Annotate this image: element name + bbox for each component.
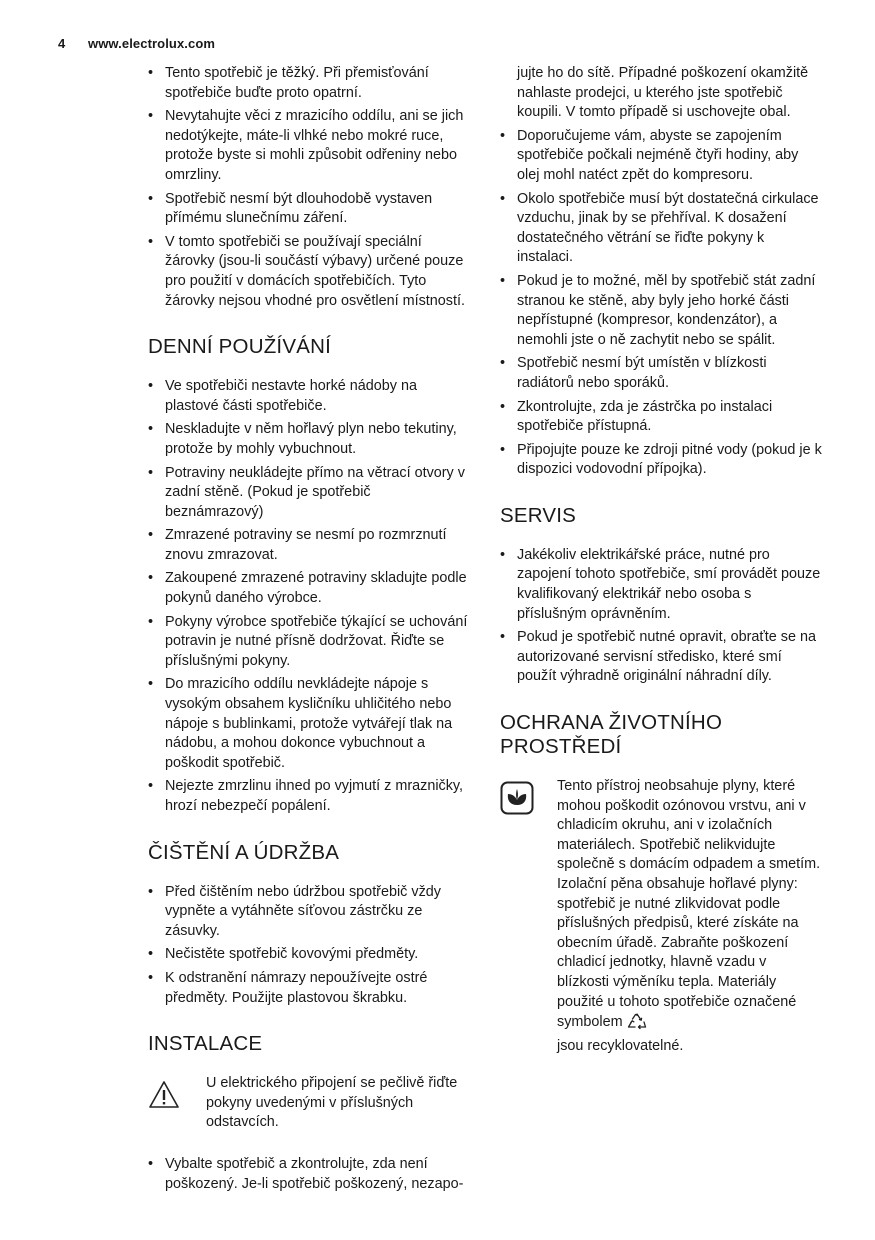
list-item: • Tento spotřebič je těžký. Při přemisťování spotřebiče buďte proto opatrní. [148, 64, 470, 103]
list-item: • Spotřebič nesmí být umístěn v blízkosti radiátorů nebo sporáků. [500, 354, 822, 393]
list-item: • Pokud je spotřebič nutné opravit, obraťte se na autorizované servisní středisko, které smí použít výhradně originální náhradní díly. [500, 628, 822, 687]
list-item: • V tomto spotřebiči se používají speciální žárovky (jsou-li součástí výbavy) určené pouze pro použití v domácích spotřebičích. Tyto žárovky nejsou vhodné pro osvětlení místností. [148, 233, 470, 311]
install-warning-text: U elektrického připojení se pečlivě řiďte pokyny uvedenými v příslušných odstavcích. [206, 1075, 458, 1131]
environment-icon [500, 781, 536, 820]
environment-note [500, 777, 822, 1056]
right-column [500, 64, 822, 1056]
recycle-icon [627, 1012, 647, 1037]
install-list [148, 1155, 470, 1194]
section-title-service: SERVIS [500, 503, 577, 527]
cleaning-list [148, 883, 470, 1009]
list-item: • Před čištěním nebo údržbou spotřebič vždy vypněte a vytáhněte síťovou zástrčku ze zásuvky. [148, 883, 470, 942]
list-item: • Zmrazené potraviny se nesmí po rozmrznutí znovu zmrazovat. [148, 526, 470, 565]
list-item: • Ve spotřebiči nestavte horké nádoby na plastové části spotřebiče. [148, 377, 470, 416]
left-column [148, 64, 470, 1198]
list-item: • Do mrazicího oddílu nevkládejte nápoje s vysokým obsahem kysličníku uhličitého nebo nápoje s bublinkami, protože vytvářejí tlak na nádobu, a mohou dokonce vybuchnout a poškodit spotřebič. [148, 675, 470, 773]
list-item: • Zkontrolujte, zda je zástrčka po instalaci spotřebiče přístupná. [500, 398, 822, 437]
list-item: • Nečistěte spotřebič kovovými předměty. [148, 945, 470, 965]
section-title-environment: OCHRANA ŽIVOTNÍHO PROSTŘEDÍ [500, 711, 723, 759]
list-item: • Nejezte zmrzlinu ihned po vyjmutí z mrazničky, hrozí nebezpečí popálení. [148, 777, 470, 816]
environment-text-end: jsou recyklovatelné. [557, 1037, 684, 1054]
list-item: • Pokyny výrobce spotřebiče týkající se uchování potravin je nutné přísně dodržovat. Řiďte se příslušnými pokyny. [148, 613, 470, 672]
list-item: • Neskladujte v něm hořlavý plyn nebo tekutiny, protože by mohly vybuchnout. [148, 420, 470, 459]
service-list [500, 546, 822, 687]
section-title-daily: DENNÍ POUŽÍVÁNÍ [148, 335, 331, 359]
site-url[interactable]: www.electrolux.com [88, 36, 216, 51]
list-item-continued: jujte ho do sítě. Případné poškození okamžitě nahlaste prodejci, u kterého jste spotřebič koupili. V tomto případě si uschovejte obal. [517, 65, 809, 121]
install-warning-note [148, 1074, 470, 1133]
list-item: • Jakékoliv elektrikářské práce, nutné pro zapojení tohoto spotřebiče, smí provádět pouze kvalifikovaný elektrikář nebo osoba s příslušným oprávněním. [500, 546, 822, 624]
list-item: • Pokud je to možné, měl by spotřebič stát zadní stranou ke stěně, aby byly jeho horké části nepřístupné (kompresor, kondenzátor), a nemohli jste o ně zachytit nebo se spálit. [500, 272, 822, 350]
list-item: • Nevytahujte věci z mrazicího oddílu, ani se jich nedotýkejte, máte-li vlhké nebo mokré ruce, protože byste si mohli způsobit odřeniny nebo omrzliny. [148, 107, 470, 185]
page-number: 4 [58, 36, 66, 51]
environment-text [557, 777, 822, 1056]
list-item: • Spotřebič nesmí být dlouhodobě vystaven přímému slunečnímu záření. [148, 190, 470, 229]
warning-icon [148, 1080, 184, 1115]
list-item: • Zakoupené zmrazené potraviny skladujte podle pokynů daného výrobce. [148, 569, 470, 608]
section-title-cleaning: ČIŠTĚNÍ A ÚDRŽBA [148, 840, 340, 864]
page-header [58, 36, 215, 51]
environment-text-body: Tento přístroj neobsahuje plyny, které mohou poškodit ozónovou vrstvu, ani v chladicím okruhu, ani v izolačních materiálech. Spotřebič nelikvidujte společně s domácím odpadem a smetím. Izolační pěna obsahuje hořlavé plyny: spotřebič je nutné zlikvidovat podle příslušných předpisů, které získáte na obecním úřadě. Zabraňte poškození chladicí jednotky, hlavně vzadu v blízkosti výměníku tepla. Materiály použité u tohoto spotřebiče označené symbolem [557, 778, 821, 1031]
list-item: • Vybalte spotřebič a zkontrolujte, zda není poškozený. Je-li spotřebič poškozený, nezapo- [148, 1155, 470, 1194]
install-list-continued [500, 64, 822, 480]
list-item: • Připojujte pouze ke zdroji pitné vody (pokud je k dispozici vodovodní přípojka). [500, 441, 822, 480]
list-item: • Okolo spotřebiče musí být dostatečná cirkulace vzduchu, jinak by se přehříval. K dosažení dostatečného větrání se řiďte pokyny k instalaci. [500, 190, 822, 268]
list-item: • Potraviny neukládejte přímo na větrací otvory v zadní stěně. (Pokud je spotřebič beznámrazový) [148, 464, 470, 523]
list-item: • Doporučujeme vám, abyste se zapojením spotřebiče počkali nejméně čtyři hodiny, aby olej mohl natéct zpět do kompresoru. [500, 127, 822, 186]
list-item: • K odstranění námrazy nepoužívejte ostré předměty. Použijte plastovou škrabku. [148, 969, 470, 1008]
daily-list [148, 377, 470, 816]
intro-list [148, 64, 470, 311]
section-title-install: INSTALACE [148, 1032, 263, 1056]
